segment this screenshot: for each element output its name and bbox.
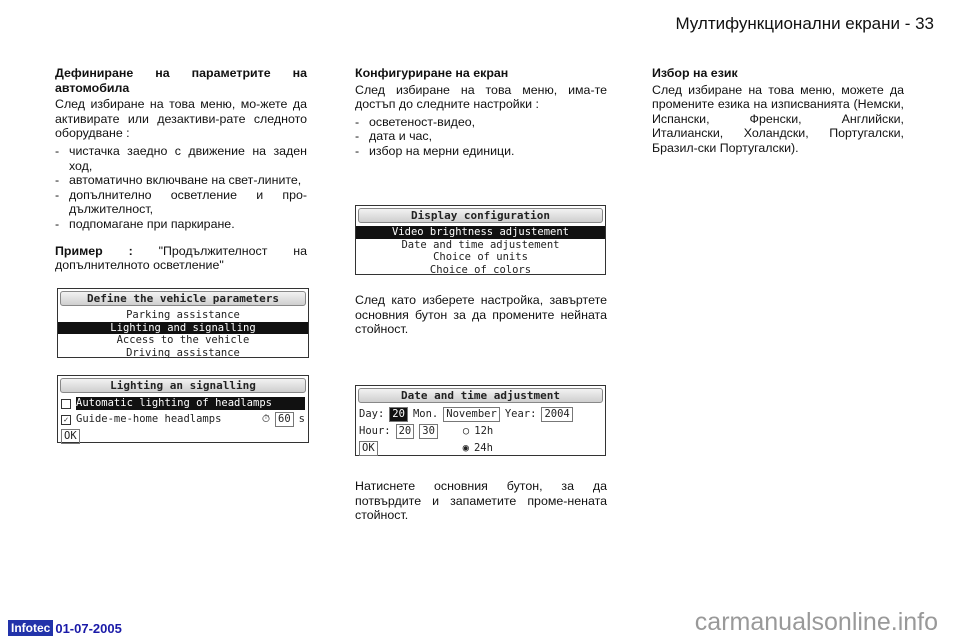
- example-label: Пример :: [55, 243, 133, 258]
- option-label: Guide-me-home headlamps: [76, 413, 222, 425]
- footer: [8, 620, 122, 636]
- middle-column: [355, 66, 607, 159]
- page-header: Мултифункционални екрани - 33: [675, 14, 934, 33]
- checkbox[interactable]: [61, 399, 71, 409]
- option-24h: 24h: [473, 442, 493, 454]
- duration-field[interactable]: 60: [275, 412, 294, 427]
- option-12h: 12h: [474, 425, 494, 437]
- checkbox-checked[interactable]: ✓: [61, 415, 71, 425]
- left-column: [55, 66, 307, 273]
- instruction-text: Натиснете основния бутон, за да потвърдите и запаметите проме-нената стойност.: [355, 479, 607, 523]
- section-title: Конфигуриране на екран: [355, 66, 509, 80]
- instruction-text: След като изберете настройка, завъртете основния бутон за да промените нейната стойност.: [355, 293, 607, 337]
- watermark: carmanualsonline.info: [694, 608, 938, 636]
- screen-title: Define the vehicle parameters: [60, 291, 306, 306]
- language-text: След избиране на това меню, можете да промените езика на изписванията (Немски, Испански, Френски, Английски, Италиански, Холандски, Португалски, Бразил-ски Португалски).: [652, 82, 904, 155]
- radio-24h-icon[interactable]: ◉: [462, 442, 469, 454]
- list-item: - чистачка заедно с движение на заден ход,: [55, 144, 307, 173]
- screen-lighting-signalling: [57, 375, 309, 443]
- screen-define-vehicle-parameters: [57, 288, 309, 358]
- option-label: Automatic lighting of headlamps: [76, 397, 305, 410]
- menu-item[interactable]: Date and time adjustement: [401, 238, 560, 251]
- year-field[interactable]: 2004: [541, 407, 572, 422]
- intro-text: След избиране на това меню, има-те достъп до следните настройки :: [355, 82, 607, 112]
- list-item: - подпомагане при паркиране.: [55, 217, 307, 232]
- hour-label: Hour:: [359, 425, 391, 437]
- menu-item[interactable]: Parking assistance: [126, 309, 240, 321]
- ok-button[interactable]: OK: [61, 429, 80, 444]
- right-column: [652, 66, 904, 156]
- unit-label: s: [298, 413, 305, 425]
- infotec-logo: Infotec: [8, 620, 53, 636]
- section-title: Избор на език: [652, 66, 738, 80]
- edition-date: 01-07-2005: [55, 620, 122, 636]
- month-label: Mon.: [412, 408, 439, 420]
- list-item: - дата и час,: [355, 129, 607, 144]
- menu-item[interactable]: Choice of colors: [429, 263, 532, 276]
- list-item: - автоматично включване на свет-лините,: [55, 173, 307, 188]
- screen-title: Display configuration: [358, 208, 603, 223]
- hour-field[interactable]: 20: [396, 424, 415, 439]
- screen-display-configuration: [355, 205, 606, 275]
- minute-field[interactable]: 30: [419, 424, 438, 439]
- month-field[interactable]: November: [443, 407, 500, 422]
- list-item: - допълнително осветление и про-дължителност,: [55, 188, 307, 217]
- menu-item[interactable]: Choice of units: [433, 251, 528, 263]
- menu-item[interactable]: Driving assistance: [126, 346, 240, 359]
- screen-title: Lighting an signalling: [60, 378, 306, 393]
- day-label: Day:: [359, 408, 385, 420]
- screen-title: Date and time adjustment: [358, 388, 603, 403]
- menu-item-selected[interactable]: Video brightness adjustement: [356, 226, 605, 239]
- year-label: Year:: [504, 408, 537, 420]
- list-item: - избор на мерни единици.: [355, 144, 607, 159]
- ok-button[interactable]: OK: [359, 441, 378, 456]
- radio-12h-icon[interactable]: ○: [462, 425, 470, 437]
- day-field[interactable]: 20: [389, 407, 408, 422]
- timer-icon: ⏱: [261, 413, 271, 425]
- menu-item[interactable]: Access to the vehicle: [116, 334, 250, 346]
- settings-list: [355, 115, 607, 159]
- example: [55, 244, 307, 273]
- section-title: Дефиниране на параметрите на автомобила: [55, 66, 307, 95]
- screen-date-time: [355, 385, 606, 456]
- equipment-list: [55, 144, 307, 232]
- list-item: - осветеност-видео,: [355, 115, 607, 130]
- example-text: "Продължителност на допълнителното осветление": [55, 243, 307, 273]
- menu-item-selected[interactable]: Lighting and signalling: [58, 322, 308, 335]
- intro-text: След избиране на това меню, мо-жете да активирате или дезактиви-рате следното оборудване :: [55, 97, 307, 141]
